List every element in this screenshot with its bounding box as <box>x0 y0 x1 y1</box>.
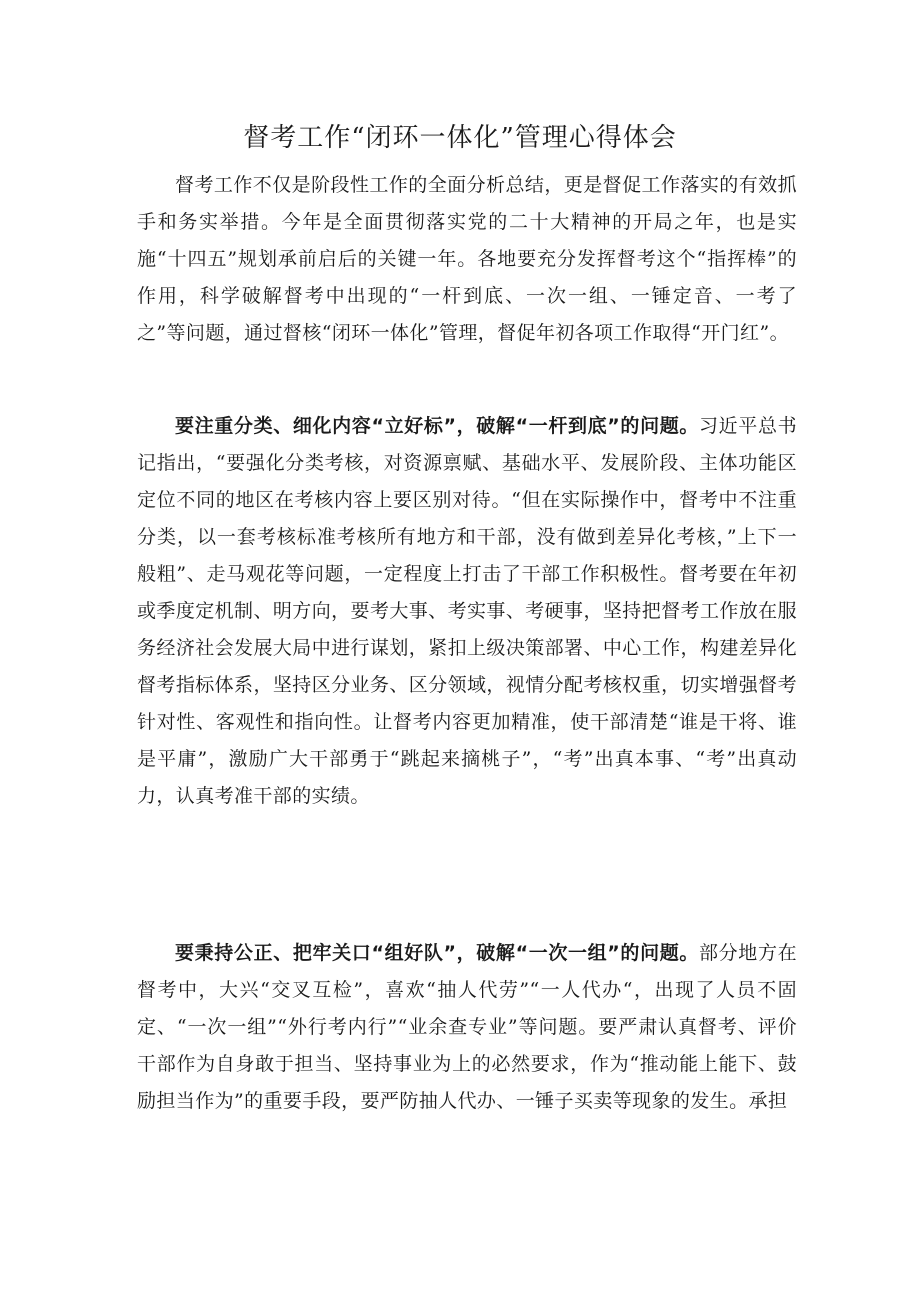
paragraph-intro-text: 督考工作不仅是阶段性工作的全面分析总结，更是督促工作落实的有效抓手和务实举措。今年是全面贯彻落实党的二十大精神的开局之年，也是实施“十四五”规划承前启后的关键一年。各地要充分发挥督考这个“指挥棒”的作用，科学破解督考中出现的“一杆到底、一次一组、一锤定音、一考了之”等问题，通过督核“闭环一体化”管理，督促年初各项工作取得“开门红”。 <box>137 174 797 344</box>
paragraph-team-lead: 要秉持公正、把牢关口“组好队”，破解“一次一组”的问题。 <box>175 942 700 964</box>
paragraph-team-text: 部分地方在督考中，大兴“交叉互检”，喜欢“抽人代劳”“一人代办“，出现了人员不固定、“一次一组”“外行考内行”“业余查专业”等问题。要严肃认真督考、评价干部作为自身敢于担当、坚持事业为上的必然要求，作为“推动能上能下、鼓励担当作为”的重要手段，要严防抽人代办、一锤子买卖等现象的发生。承担 <box>137 942 797 1112</box>
paragraph-team <box>137 935 797 1120</box>
paragraph-intro <box>137 167 797 352</box>
document-title: 督考工作“闭环一体化”管理心得体会 <box>243 123 677 153</box>
paragraph-classification <box>137 408 797 815</box>
paragraph-classification-lead: 要注重分类、细化内容“立好标”，破解“一杆到底”的问题。 <box>175 415 700 437</box>
paragraph-classification-text: 习近平总书记指出，“要强化分类考核，对资源禀赋、基础水平、发展阶段、主体功能区定位不同的地区在考核内容上要区别对待。“但在实际操作中，督考中不注重分类，以一套考核标准考核所有地方和干部，没有做到差异化考核，”上下一般粗”、走马观花等问题，一定程度上打击了干部工作积极性。督考要在年初或季度定机制、明方向，要考大事、考实事、考硬事，坚持把督考工作放在服务经济社会发展大局中进行谋划，紧扣上级决策部署、中心工作，构建差异化督考指标体系，坚持区分业务、区分领域，视情分配考核权重，切实增强督考针对性、客观性和指向性。让督考内容更加精准，使干部清楚“谁是干将、谁是平庸”，激励广大干部勇于“跳起来摘桃子”，“考”出真本事、“考”出真动力，认真考准干部的实绩。 <box>137 415 797 807</box>
